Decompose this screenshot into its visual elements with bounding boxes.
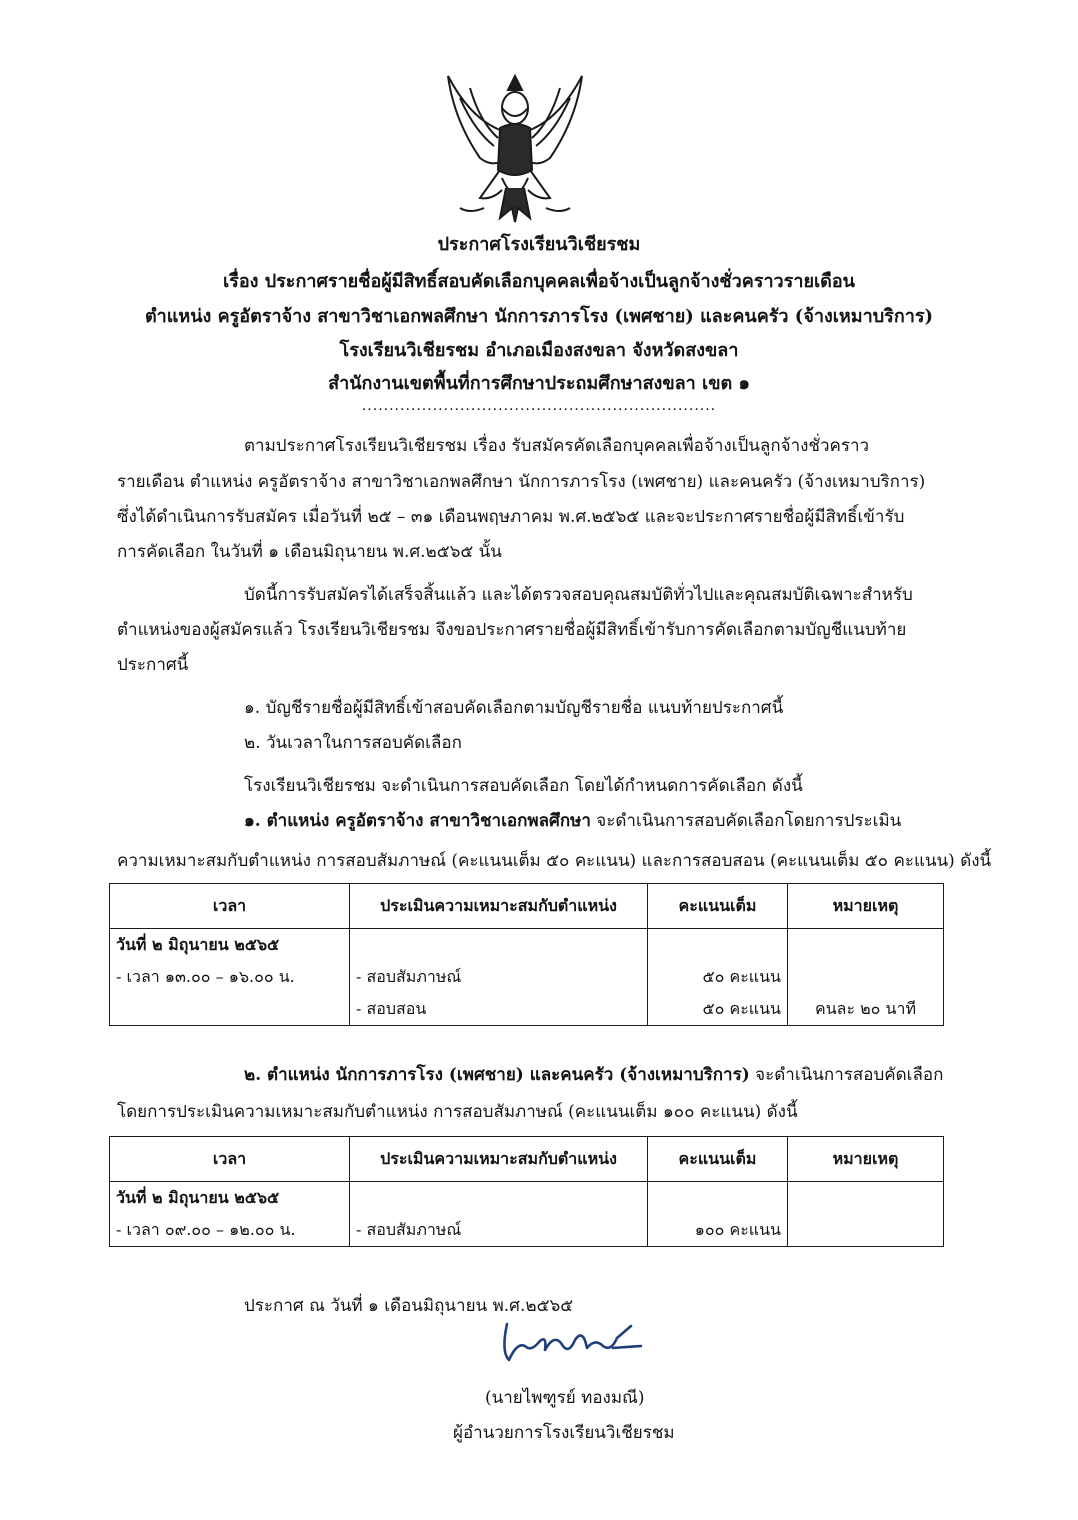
exam-date: วันที่ ๒ มิถุนายน ๒๕๖๕ (116, 935, 280, 954)
paragraph-line: ประกาศนี้ (117, 655, 189, 675)
section1-heading-bold: ๑. ตำแหน่ง ครูอัตราจ้าง สาขาวิชาเอกพลศึกษา (244, 811, 591, 831)
announce-date: ประกาศ ณ วันที่ ๑ เดือนมิถุนายน พ.ศ.๒๕๖๕ (244, 1296, 574, 1316)
table-header-note: หมายเหตุ (788, 884, 944, 929)
section1-heading-rest: จะดำเนินการสอบคัดเลือกโดยการประเมิน (590, 811, 902, 831)
table-row (110, 1182, 944, 1247)
signature-image (495, 1312, 645, 1372)
paragraph-line: ซึ่งได้ดำเนินการรับสมัคร เมื่อวันที่ ๒๕ – ๓๑ เดือนพฤษภาคม พ.ศ.๒๕๖๕ และจะประกาศรายชื่อผู้มีสิทธิ์เข้ารับ (117, 507, 905, 527)
section1-heading (244, 807, 901, 834)
table-header-time: เวลา (110, 884, 350, 929)
announcement-title: ประกาศโรงเรียนวิเชียรชม (437, 234, 641, 255)
list-item: ๒. วันเวลาในการสอบคัดเลือก (244, 733, 462, 753)
table-header-score: คะแนนเต็ม (648, 1137, 788, 1182)
table-header-time: เวลา (110, 1137, 350, 1182)
paragraph-line: รายเดือน ตำแหน่ง ครูอัตราจ้าง สาขาวิชาเอกพลศึกษา นักการภารโรง (เพศชาย) และคนครัว (จ้างเหมาบริการ) (117, 472, 926, 492)
schedule-table-1 (109, 883, 944, 1026)
divider: ................................................................. (361, 398, 717, 414)
garuda-emblem-icon (440, 58, 590, 228)
assessment-item: - สอบสัมภาษณ์ (356, 967, 462, 986)
school-line: โรงเรียนวิเชียรชม อำเภอเมืองสงขลา จังหวัดสงขลา (339, 340, 739, 361)
paragraph-line: ตามประกาศโรงเรียนวิเชียรชม เรื่อง รับสมัครคัดเลือกบุคคลเพื่อจ้างเป็นลูกจ้างชั่วคราว (244, 436, 870, 456)
list-item: ๑. บัญชีรายชื่อผู้มีสิทธิ์เข้าสอบคัดเลือกตามบัญชีรายชื่อ แนบท้ายประกาศนี้ (244, 698, 784, 718)
section2-heading-rest: จะดำเนินการสอบคัดเลือก (749, 1065, 944, 1085)
schedule-table-2 (109, 1136, 944, 1247)
exam-date: วันที่ ๒ มิถุนายน ๒๕๖๕ (116, 1188, 280, 1207)
table-header-assessment: ประเมินความเหมาะสมกับตำแหน่ง (350, 884, 648, 929)
assessment-item: - สอบสอน (356, 999, 427, 1018)
table-row (110, 929, 944, 1026)
subject-line: เรื่อง ประกาศรายชื่อผู้มีสิทธิ์สอบคัดเลือกบุคคลเพื่อจ้างเป็นลูกจ้างชั่วคราวรายเดือน (223, 271, 855, 292)
assessment-item: - สอบสัมภาษณ์ (356, 1220, 462, 1239)
office-line: สำนักงานเขตพื้นที่การศึกษาประถมศึกษาสงขลา เขต ๑ (328, 373, 750, 394)
paragraph-line: ตำแหน่งของผู้สมัครแล้ว โรงเรียนวิเชียรชม จึงขอประกาศรายชื่อผู้มีสิทธิ์เข้ารับการคัดเลือกตามบัญชีแนบท้าย (117, 620, 907, 640)
signer-name: (นายไพฑูรย์ ทองมณี) (485, 1388, 645, 1408)
signer-title: ผู้อำนวยการโรงเรียนวิเชียรชม (453, 1423, 675, 1443)
table-header-note: หมายเหตุ (788, 1137, 944, 1182)
paragraph-line: การคัดเลือก ในวันที่ ๑ เดือนมิถุนายน พ.ศ.๒๕๖๕ นั้น (117, 542, 502, 562)
score-value: ๑๐๐ คะแนน (694, 1220, 781, 1239)
exam-time: - เวลา ๑๓.๐๐ – ๑๖.๐๐ น. (116, 967, 295, 986)
section1-line2: ความเหมาะสมกับตำแหน่ง การสอบสัมภาษณ์ (คะแนนเต็ม ๕๐ คะแนน) และการสอบสอน (คะแนนเต็ม ๕๐ คะแนน) ดังนี้ (117, 851, 992, 871)
table-header-score: คะแนนเต็ม (648, 884, 788, 929)
exam-intro: โรงเรียนวิเชียรชม จะดำเนินการสอบคัดเลือก โดยได้กำหนดการคัดเลือก ดังนี้ (244, 776, 803, 796)
section2-line2: โดยการประเมินความเหมาะสมกับตำแหน่ง การสอบสัมภาษณ์ (คะแนนเต็ม ๑๐๐ คะแนน) ดังนี้ (117, 1102, 798, 1122)
paragraph-line: บัดนี้การรับสมัครได้เสร็จสิ้นแล้ว และได้ตรวจสอบคุณสมบัติทั่วไปและคุณสมบัติเฉพาะสำหรับ (244, 585, 913, 605)
note-value: คนละ ๒๐ นาที (815, 999, 916, 1018)
score-value: ๕๐ คะแนน (702, 967, 781, 986)
table-header-assessment: ประเมินความเหมาะสมกับตำแหน่ง (350, 1137, 648, 1182)
section2-heading-bold: ๒. ตำแหน่ง นักการภารโรง (เพศชาย) และคนครัว (จ้างเหมาบริการ) (244, 1065, 750, 1085)
exam-time: - เวลา ๐๙.๐๐ – ๑๒.๐๐ น. (116, 1220, 296, 1239)
section2-heading (244, 1061, 943, 1088)
score-value: ๕๐ คะแนน (702, 999, 781, 1018)
position-line: ตำแหน่ง ครูอัตราจ้าง สาขาวิชาเอกพลศึกษา นักการภารโรง (เพศชาย) และคนครัว (จ้างเหมาบริการ) (144, 306, 934, 327)
